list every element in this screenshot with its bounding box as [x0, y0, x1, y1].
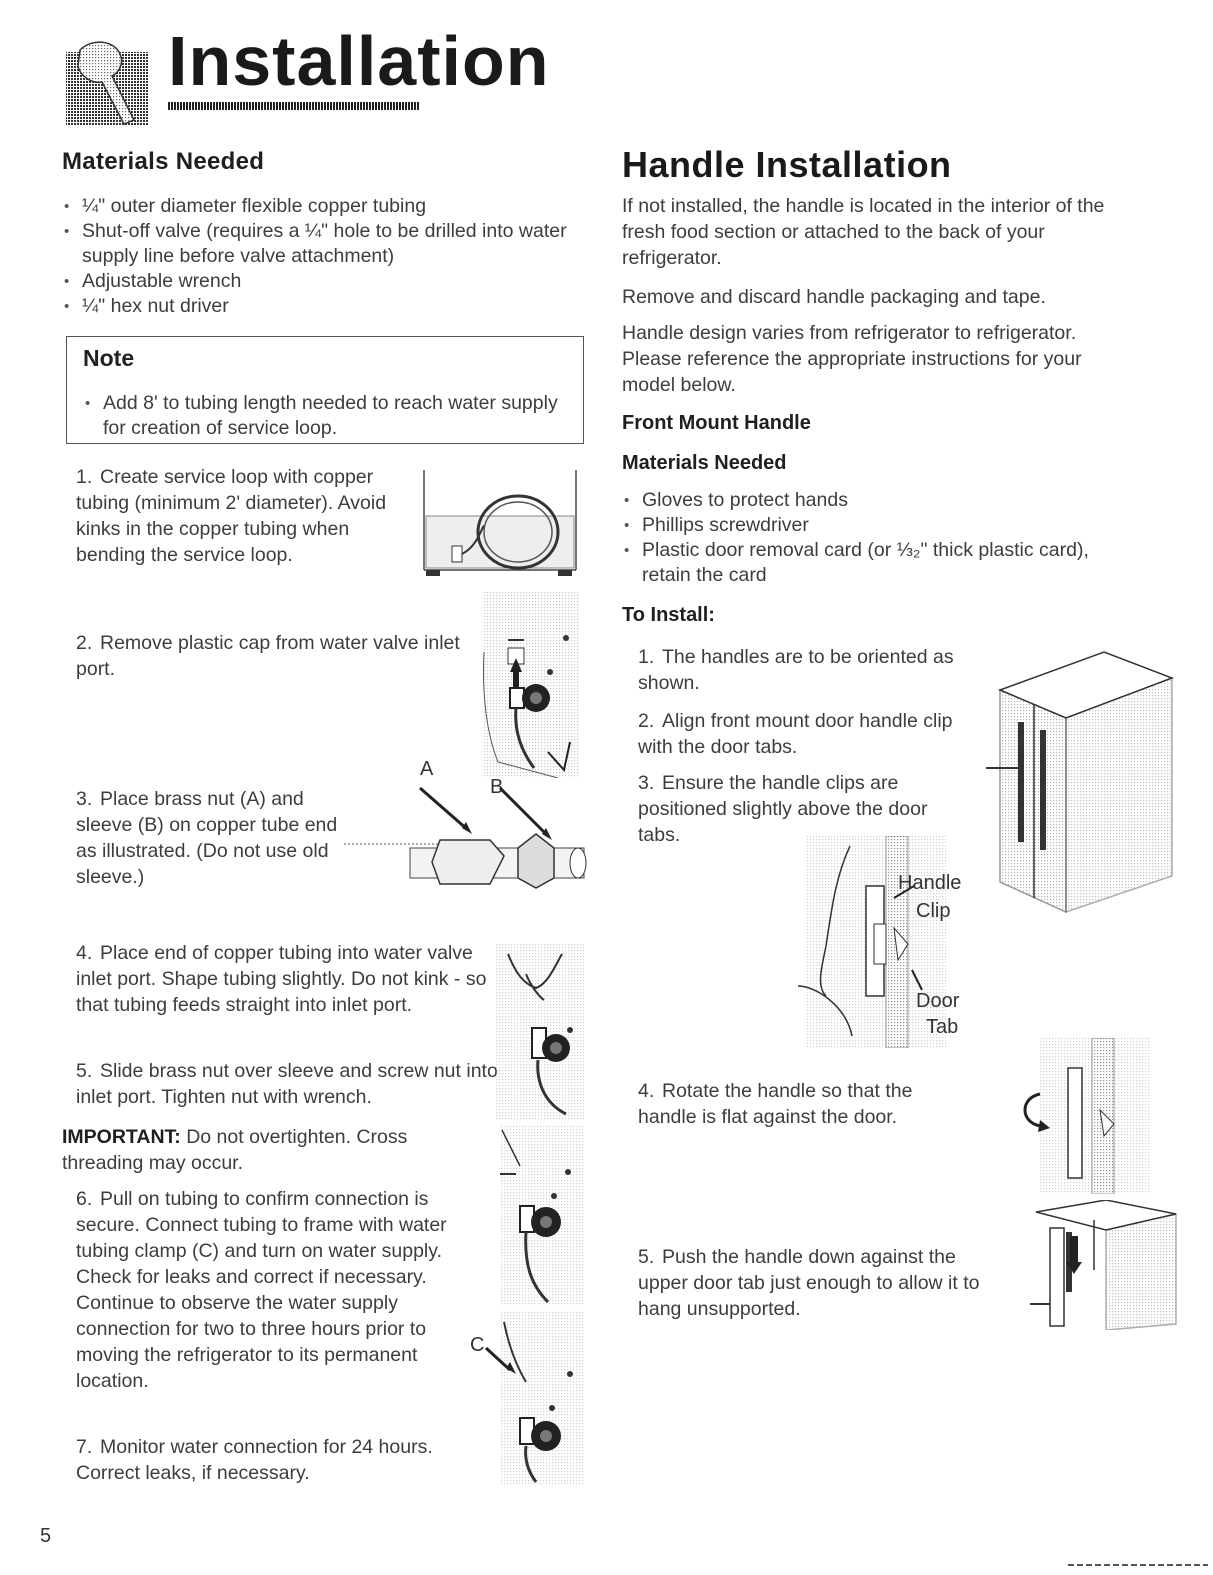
design-varies-paragraph: Handle design varies from refrigerator to refrigerator. Please reference the appropriate instructions for your model below. — [622, 322, 1082, 396]
step-number: 4. — [638, 1080, 655, 1102]
materials-list — [62, 194, 572, 319]
step-number: 1. — [638, 646, 655, 668]
front-mount-handle-heading: Front Mount Handle — [622, 412, 811, 434]
step-number: 5. — [638, 1246, 655, 1268]
step-text: Place end of copper tubing into water valve inlet port. Shape tubing slightly. Do not kink - so that tubing feeds straight into inlet port. — [76, 942, 487, 1016]
list-item: • Gloves to protect hands — [622, 488, 1142, 513]
tubing-insertion-illustration — [496, 944, 584, 1120]
right-materials-heading: Materials Needed — [622, 452, 787, 474]
step-4 — [76, 940, 490, 1018]
step-text: Ensure the handle clips are positioned slightly above the door tabs. — [638, 772, 928, 846]
refrigerator-illustration — [984, 650, 1174, 914]
label-b: B — [490, 776, 504, 798]
label-door: Door — [916, 990, 960, 1012]
label-handle: Handle — [898, 872, 962, 894]
step-number: 3. — [638, 772, 655, 794]
page-title: Installation — [168, 22, 550, 100]
step-5 — [76, 1058, 498, 1110]
step-number: 6. — [76, 1188, 93, 1210]
step-text: Pull on tubing to confirm connection is secure. Connect tubing to frame with water tubing clamp (C) and turn on water supply. Check for leaks and correct if necessary. Continue to observe the water supply connection for two to three hours prior to moving the refrigerator to its permanent location. — [76, 1188, 447, 1392]
handle-installation-heading: Handle Installation — [622, 144, 952, 185]
list-item: • Plastic door removal card (or ⅓₂" thick plastic card), retain the card — [622, 538, 1142, 588]
label-a: A — [420, 758, 434, 780]
handle-clip-illustration — [786, 836, 946, 1048]
step-text: The handles are to be oriented as shown. — [638, 646, 954, 694]
step-6 — [76, 1186, 478, 1394]
list-item: • ¼" hex nut driver — [62, 294, 572, 319]
label-tab: Tab — [926, 1016, 959, 1038]
note-list — [83, 391, 573, 441]
step-text: Create service loop with copper tubing (minimum 2' diameter). Avoid kinks in the copper tubing when bending the service loop. — [76, 466, 387, 566]
step-text: Remove plastic cap from water valve inlet port. — [76, 632, 460, 680]
step-1 — [76, 464, 412, 568]
clamp-illustration — [480, 1312, 584, 1484]
handle-step-4 — [638, 1078, 968, 1130]
step-number: 7. — [76, 1436, 93, 1458]
step-text: Slide brass nut over sleeve and screw nut into inlet port. Tighten nut with wrench. — [76, 1060, 498, 1108]
step-3 — [76, 786, 344, 890]
list-item: • ¼" outer diameter flexible copper tubing — [62, 194, 572, 219]
to-install-heading: To Install: — [622, 604, 715, 626]
right-materials-list — [622, 488, 1142, 588]
footer-rule — [1068, 1564, 1208, 1566]
remove-packaging-paragraph: Remove and discard handle packaging and tape. — [622, 286, 1046, 308]
note-title: Note — [83, 345, 135, 371]
push-handle-illustration — [1010, 1200, 1178, 1330]
step-2 — [76, 630, 476, 682]
rotate-handle-illustration — [1010, 1038, 1150, 1194]
installation-logo-icon — [62, 36, 154, 128]
step-number: 5. — [76, 1060, 93, 1082]
step-text: Monitor water connection for 24 hours. Correct leaks, if necessary. — [76, 1436, 433, 1484]
step-number: 2. — [638, 710, 655, 732]
list-item: • Phillips screwdriver — [622, 513, 1142, 538]
step-number: 2. — [76, 632, 93, 654]
step-number: 4. — [76, 942, 93, 964]
intro-paragraph: If not installed, the handle is located in the interior of the fresh food section or attached to the back of your refrigerator. — [622, 195, 1105, 269]
step-text: Align front mount door handle clip with the door tabs. — [638, 710, 953, 758]
brass-nut-sleeve-illustration — [340, 786, 590, 896]
title-underline — [168, 102, 420, 110]
step-text: Rotate the handle so that the handle is flat against the door. — [638, 1080, 913, 1128]
note-box — [66, 336, 584, 444]
service-loop-illustration — [418, 466, 582, 582]
page-number: 5 — [40, 1525, 52, 1547]
important-text: Do not overtighten. Cross threading may occur. — [62, 1126, 408, 1174]
label-clip: Clip — [916, 900, 951, 922]
important-label: IMPORTANT: — [62, 1126, 181, 1148]
step-number: 1. — [76, 466, 93, 488]
step-number: 3. — [76, 788, 93, 810]
step-text: Place brass nut (A) and sleeve (B) on copper tube end as illustrated. (Do not use old sleeve.) — [76, 788, 338, 888]
list-item: • Shut-off valve (requires a ¼" hole to be drilled into water supply line before valve attachment) — [62, 219, 572, 269]
list-item: • Add 8' to tubing length needed to reach water supply for creation of service loop. — [83, 391, 573, 441]
step-text: Push the handle down against the upper door tab just enough to allow it to hang unsupported. — [638, 1246, 980, 1320]
list-item: • Adjustable wrench — [62, 269, 572, 294]
label-c: C — [470, 1334, 485, 1356]
step-7 — [76, 1434, 486, 1486]
handle-step-1 — [638, 644, 968, 696]
important-warning — [62, 1124, 482, 1176]
materials-needed-heading: Materials Needed — [62, 148, 265, 175]
handle-step-5 — [638, 1244, 1000, 1322]
handle-step-2 — [638, 708, 968, 760]
valve-cap-illustration — [478, 592, 582, 778]
connection-illustration — [480, 1126, 584, 1306]
